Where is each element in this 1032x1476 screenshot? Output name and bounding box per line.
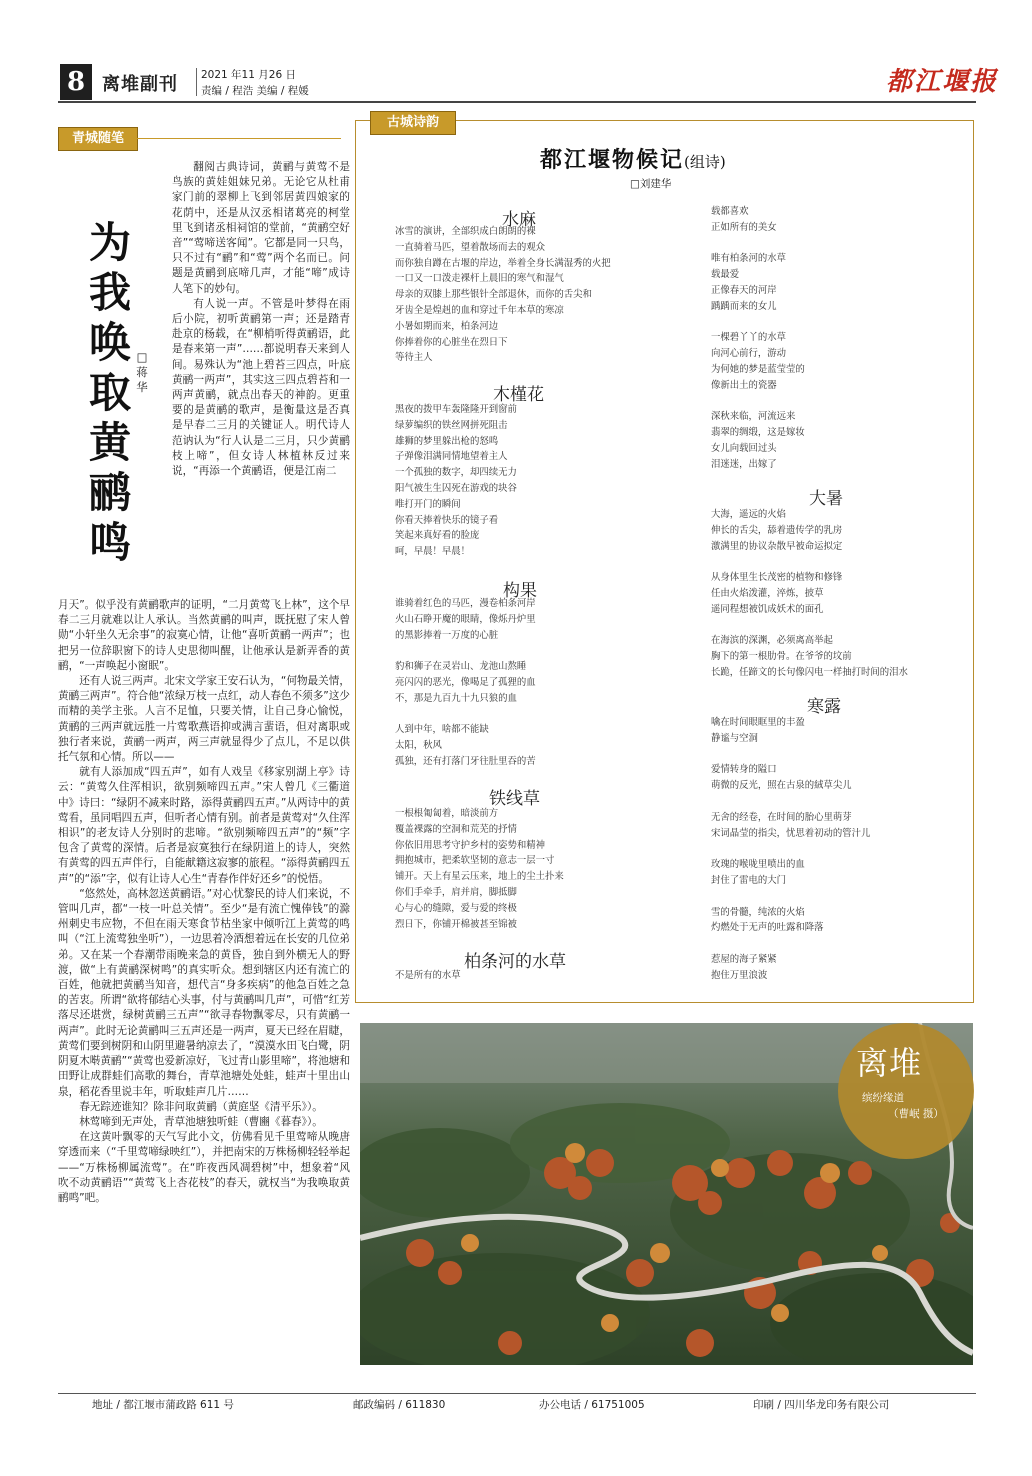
verse-line: 孤独，还有打落门牙往肚里吞的苦 — [395, 755, 536, 767]
column-tag-qingcheng: 青城随笔 — [58, 127, 138, 151]
verse-block — [711, 507, 908, 681]
newspaper-masthead: 都江堰报 — [886, 67, 999, 97]
issue-date: 2021 年11 月26 日 — [201, 69, 296, 81]
verse-block — [711, 715, 870, 984]
verse-line: 笑起来真好看的脸庞 — [395, 530, 480, 542]
photo-caption: 缤纷缘道 — [862, 1092, 904, 1104]
verse-line: 人到中年，啥都不能缺 — [395, 724, 489, 736]
verse-line — [711, 394, 805, 410]
essay-paragraph: 就有人添加成“四五声”，如有人戏呈《移家别湖上亭》诗云：“黄莺久住浑相识，欲别频啼四五声。”宋人曾几《三衢道中》诗曰：“绿阴不减来时路，添得黄鹂四五声。”从两诗中的黄莺看，虽同唱四五声，但听者心情有别。前者是黄莺对“久住浑相识”的老友诗人分别时的悲啼。“欲别频啼四五声”的“频”字包含了黄莺的深情。后者是寂寞独行在绿阴道上的诗人，突然有黄莺的四五声伴行，自能献籍这寂寥的旅程。“添得黄鹂四五声”的“添”字，似有让诗人心生“青春作伴好还乡”的悦悟。 — [58, 766, 350, 885]
column-tag-line — [136, 138, 341, 139]
poem-author: □刘建华 — [630, 178, 672, 190]
verse-line: 太阳，秋风 — [395, 740, 442, 752]
verse-line: 你依旧用思考守护乡村的姿势和精神 — [395, 839, 546, 851]
essay-body-top — [172, 160, 350, 479]
verse-line: 豹和狮子在灵岩山、龙池山熬睡 — [395, 661, 527, 673]
verse-line: 胸下的第一根肋骨。在爷爷的坟前 — [711, 651, 852, 663]
verse-line: 载都喜欢 — [711, 206, 749, 217]
verse-line: 不，那是九百九十九只狼的血 — [395, 692, 517, 704]
verse-line: 唯打开门的瞬间 — [395, 498, 461, 510]
verse-line: 等待主人 — [395, 352, 433, 364]
verse-line — [711, 236, 805, 252]
verse-line: 封住了雷电的大门 — [711, 874, 787, 886]
verse-line: 从身体里生长茂密的植物和修锋 — [711, 572, 843, 584]
verse-line: 正如所有的美女 — [711, 221, 777, 233]
verse-line: 惹屋的海子紧紧 — [711, 953, 777, 965]
poem-subtitle: 柏条河的水草 — [464, 952, 566, 972]
section-name: 离堆副刊 — [102, 74, 178, 95]
verse-line: 母亲的双膝上那些银针全部退休，而你的舌尖和 — [395, 289, 592, 301]
essay-author: □蒋华 — [136, 350, 148, 394]
verse-line: 玫瑰的喉咙里喷出的血 — [711, 859, 805, 871]
verse-line: 爱情转身的隘口 — [711, 764, 777, 776]
column-tag-poetry: 古城诗韵 — [370, 111, 456, 135]
verse-line: 像新出土的瓷器 — [711, 379, 777, 391]
poem-subtitle: 木槿花 — [493, 385, 544, 405]
verse-line: 唯有柏条河的水草 — [711, 253, 787, 265]
footer-rule — [58, 1393, 976, 1394]
verse-line: 向河心前行，游动 — [711, 348, 787, 360]
verse-line: 踽踽而来的女儿 — [711, 300, 777, 312]
verse-line: 在海滨的深渊，必须离高举起 — [711, 635, 833, 647]
verse-line: 长跪，任蹄文的长句像闪电一样抽打时间的泪水 — [711, 666, 908, 678]
poem-subtitle: 水麻 — [502, 210, 536, 230]
verse-line — [711, 936, 870, 952]
verse-line: 雄狮的梦里躲出枪的怒鸣 — [395, 435, 499, 447]
verse-line: 一根根匍匐着，暗淡前方 — [395, 808, 499, 819]
verse-line: 翡翠的绸缎，这是嫁妆 — [711, 427, 805, 439]
essay-paragraph: 林莺啼到无声处，青草池塘独听蛙（曹豳《暮春》）。 — [79, 1115, 323, 1128]
verse-line: 女儿向载回过头 — [711, 442, 777, 454]
verse-block — [711, 204, 805, 473]
verse-line: 一棵碧丫丫的水草 — [711, 332, 787, 344]
footer-postcode: 邮政编码 / 611830 — [353, 1399, 446, 1411]
verse-line: 无舍的经卷，在时间的胎心里萌芽 — [711, 811, 852, 823]
verse-line — [711, 747, 870, 763]
poem-subtitle: 构果 — [503, 581, 537, 601]
verse-line — [711, 841, 870, 857]
footer-phone: 办公电话 / 61751005 — [539, 1399, 645, 1411]
verse-line — [711, 315, 805, 331]
verse-line — [395, 643, 536, 659]
poem-subtitle: 大暑 — [809, 489, 843, 509]
verse-line: 遥同程想被饥成妖术的面孔 — [711, 603, 824, 615]
verse-line: 噙在时间眼眶里的丰盈 — [711, 717, 805, 728]
verse-block — [395, 224, 611, 366]
footer-printer: 印刷 / 四川华龙印务有限公司 — [753, 1399, 890, 1411]
poem-title: 都江堰物候记(组诗) — [540, 147, 726, 173]
verse-line — [395, 707, 536, 723]
essay-paragraph: 翻阅古典诗词，黄鹂与黄莺不是鸟族的黄娃姐妹兄弟。无论它从杜甫家门前的翠柳上飞到邻居黄四娘家的花荫中，还是从汉丞相诸葛亮的柯堂里飞到诸丞相祠馆的堂前，“黄鹂空好音”“莺啼送客闻”。它都是同一只鸟，只不过有“鹂”和“莺”两个名而已。问题是黄鹂到底啼几声，才能“啼”成诗人笔下的妙句。 — [172, 161, 350, 295]
verse-line: 呵，早晨！早晨！ — [395, 546, 471, 558]
verse-block — [395, 806, 564, 932]
verse-line: 火山石睁开魔的眼睛，像烁丹炉里 — [395, 613, 536, 625]
verse-line: 阳气被生生囚死在游戏的块谷 — [395, 482, 517, 494]
verse-line: 宋词晶莹的指尖，忧思着初动的管汁儿 — [711, 827, 871, 839]
verse-line: 正像春天的河岸 — [711, 284, 777, 296]
header-rule — [58, 101, 976, 103]
verse-line: 烈日下，你铺开棉被甚至锦被 — [395, 918, 517, 930]
verse-line: 一口又一口泼走裸杆上晨旧的寒气和湿气 — [395, 273, 564, 285]
photo-credit: （曹岷 摄） — [888, 1108, 944, 1120]
verse-line: 大海，遥远的火焰 — [711, 509, 787, 520]
verse-block — [395, 402, 517, 560]
essay-paragraph: 有人说一声。不管是叶梦得在雨后小院，初听黄鹂第一声；还是踏青赴京的杨载，在“柳梢听得黄鹂语，此是春来第一声”……都说明春天来到人间。易殊认为“池上碧苔三四点，叶底黄鹂一两声”，其实这三四点碧苔和一两声黄鹂，就点出春天的神韵。更重要的是黄鹂的歌声，是衡量这是否真是早春二三月的关键证人。明代诗人范讷认为“行人认是二三月，只少黄鹂枝上啼”，但女诗人林植林反过来说，“再添一个黄鹂语，便是江南二 — [172, 297, 350, 478]
verse-line: 为何她的梦是蓝莹莹的 — [711, 363, 805, 375]
verse-block — [395, 968, 461, 984]
verse-line: 的黑影捧着一万度的心脏 — [395, 629, 499, 641]
verse-line: 黑夜的拨甲车轰隆隆开到窗前 — [395, 404, 517, 415]
verse-line: 绿萝编织的铁丝网拼死阻击 — [395, 419, 508, 431]
verse-line: 你捧着你的心脏坐在烈日下 — [395, 336, 508, 348]
editors-credit: 责编 / 程浩 美编 / 程媛 — [201, 85, 309, 97]
essay-paragraph: 还有人说三两声。北宋文学家王安石认为，“何物最关情，黄鹂三两声”。符合他“浓绿万枝一点红，动人春色不须多”这少而精的美学主张。人言不足恤，只要关情，让自己身心愉悦，黄鹂的三两声就远胜一片莺歌燕语抑或满言蜚语，但对离职或独行者来说，黄鹂一两声，两三声就显得少了点儿，不足以供托气氛和心情。所以—— — [58, 675, 350, 764]
page-number: 8 — [60, 64, 92, 100]
verse-line: 谁骑着红色的马匹，漫卷柏条河岸 — [395, 598, 536, 609]
essay-paragraph: 月天”。似乎没有黄鹂歌声的证明，“二月黄莺飞上林”，这个早春二三月就难以让人承认。当然黄鹂的叫声，既抚慰了宋人曾勋“小轩坐久无余事”的寂寞心情，让他“喜听黄鹂一两声”；也把另一位辞职窗下的诗人史思彻叫醒，让他承认是新弄香的黄鹂，“一声唤起小窗眠”。 — [58, 599, 350, 672]
verse-line: 抱住万里浪波 — [711, 969, 768, 981]
verse-line: 激满里的协议杂散早被命运拟定 — [711, 540, 843, 552]
verse-line: 亮闪闪的恶光，像喝足了孤狸的血 — [395, 676, 536, 688]
verse-line: 而你独自蹲在古堰的岸边，举着全身长满湿秀的火把 — [395, 257, 611, 269]
verse-line: 覆盖裸露的空洞和荒芜的抒情 — [395, 823, 517, 835]
verse-line: 载最爱 — [711, 269, 740, 281]
verse-line: 一个孤独的数字，却四续无力 — [395, 467, 517, 479]
essay-body-bottom — [58, 598, 350, 1206]
verse-line: 冰雪的演讲，全部织成白朗朗的裸 — [395, 226, 536, 237]
verse-line: 雪的骨髓，纯浓的火焰 — [711, 906, 805, 918]
essay-paragraph: 在这黄叶飘零的天气写此小文，仿佛看见千里莺啼从晚唐穿透而来（“千里莺啼绿映红”），并把南宋的万株杨柳轻轻举起——“万株杨柳属流莺”。在“昨夜西风凋碧树”中，想象着“风吹不动黄鹂语”“黄莺飞上杏花枝”的春天，就权当“为我唤取黄鹂鸣”吧。 — [58, 1131, 350, 1204]
verse-line: 泪迷迷，出嫁了 — [711, 458, 777, 470]
verse-line: 深秋来临，河流远来 — [711, 411, 796, 423]
verse-line: 一直骑着马匹，望着散场而去的观众 — [395, 241, 546, 253]
verse-line: 子弹像泪满同情地望着主人 — [395, 451, 508, 463]
verse-line: 伸长的舌尖，舔着遗传学的乳房 — [711, 524, 843, 536]
verse-line: 静谧与空洞 — [711, 732, 758, 744]
verse-line — [711, 889, 870, 905]
verse-line: 小暑如期而来，柏条河边 — [395, 320, 499, 332]
verse-line: 心与心的缝隙，爱与爱的终极 — [395, 902, 517, 914]
verse-line: 萌微的反光，照在古泉的絨草尖儿 — [711, 780, 852, 792]
header-divider — [196, 68, 197, 96]
verse-line: 拥抱城市，把柔软坚韧的意志一层一寸 — [395, 855, 555, 867]
verse-line: 铺开。天上有星云压来，地上的尘土扑来 — [395, 871, 564, 883]
verse-line: 你们手牵手，肩并肩，脚抵脚 — [395, 886, 517, 898]
essay-title: 为我唤取黄鹂鸣 — [88, 218, 131, 567]
verse-line — [711, 794, 870, 810]
verse-line — [711, 554, 908, 570]
footer-address: 地址 / 都江堰市蒲政路 611 号 — [92, 1399, 234, 1411]
photo-badge-title: 离堆 — [856, 1044, 923, 1082]
verse-line — [711, 618, 908, 634]
verse-line: 任由火焰泼灌，淬炼，披草 — [711, 587, 824, 599]
verse-line: 你看天捧着快乐的镜子看 — [395, 514, 499, 526]
verse-line: 牙齿全是煌赳的血和穿过千年本草的寒凉 — [395, 304, 564, 316]
verse-block — [395, 596, 536, 770]
essay-paragraph: “悠然处，高林忽送黄鹂语。”对心忧黎民的诗人们来说，不管叫几声，都“一枝一叶总关情”。至少“是有流亡愧俸钱”的滁州刺史韦应物，不但在雨天寒食节枯坐家中倾听江上黄莺的鸣叫（“江上流莺独坐听”），一边思着冷酒想着远在长安的几位弟弟。又在某一个春潮带雨晚来急的黄昏，独自到外横无人的野渡，做“上有黄鹂深树鸣”的真实听众。想到辖区内还有流亡的百姓，他就把黄鹂当知音，想代言“身多疾病”的他急百姓之急的苦衷。所谓“欲将郁结心头事，付与黄鹂叫几声”，可惜“红芳落尽还堪赏，绿树黄鹂三五声”“欲寻春物飘零尽，只有黄鹂一两声”。此时无论黄鹂叫三五声还是一两声，夏天已经在眉睫，黄莺们要到树阴和山阴里避暑纳凉去了，“漠漠水田飞白鹭，阴阴夏木啭黄鹂”“黄莺也爱新凉好，飞过青山影里啼”，将池塘和田野让成群蛙们高歌的舞台，青草池塘处处蛙，蛙声十里出山泉，稻花香里说丰年，听取蛙声几片…… — [58, 887, 350, 1098]
poem-subtitle: 铁线草 — [489, 789, 540, 809]
essay-paragraph: 春无踪迹谁知？除非问取黄鹂（黄庭坚《清平乐》）。 — [79, 1100, 323, 1113]
verse-line: 不是所有的水草 — [395, 970, 461, 981]
poem-subtitle: 寒露 — [807, 697, 841, 717]
verse-line: 灼燃处于无声的吐露和降落 — [711, 922, 824, 934]
